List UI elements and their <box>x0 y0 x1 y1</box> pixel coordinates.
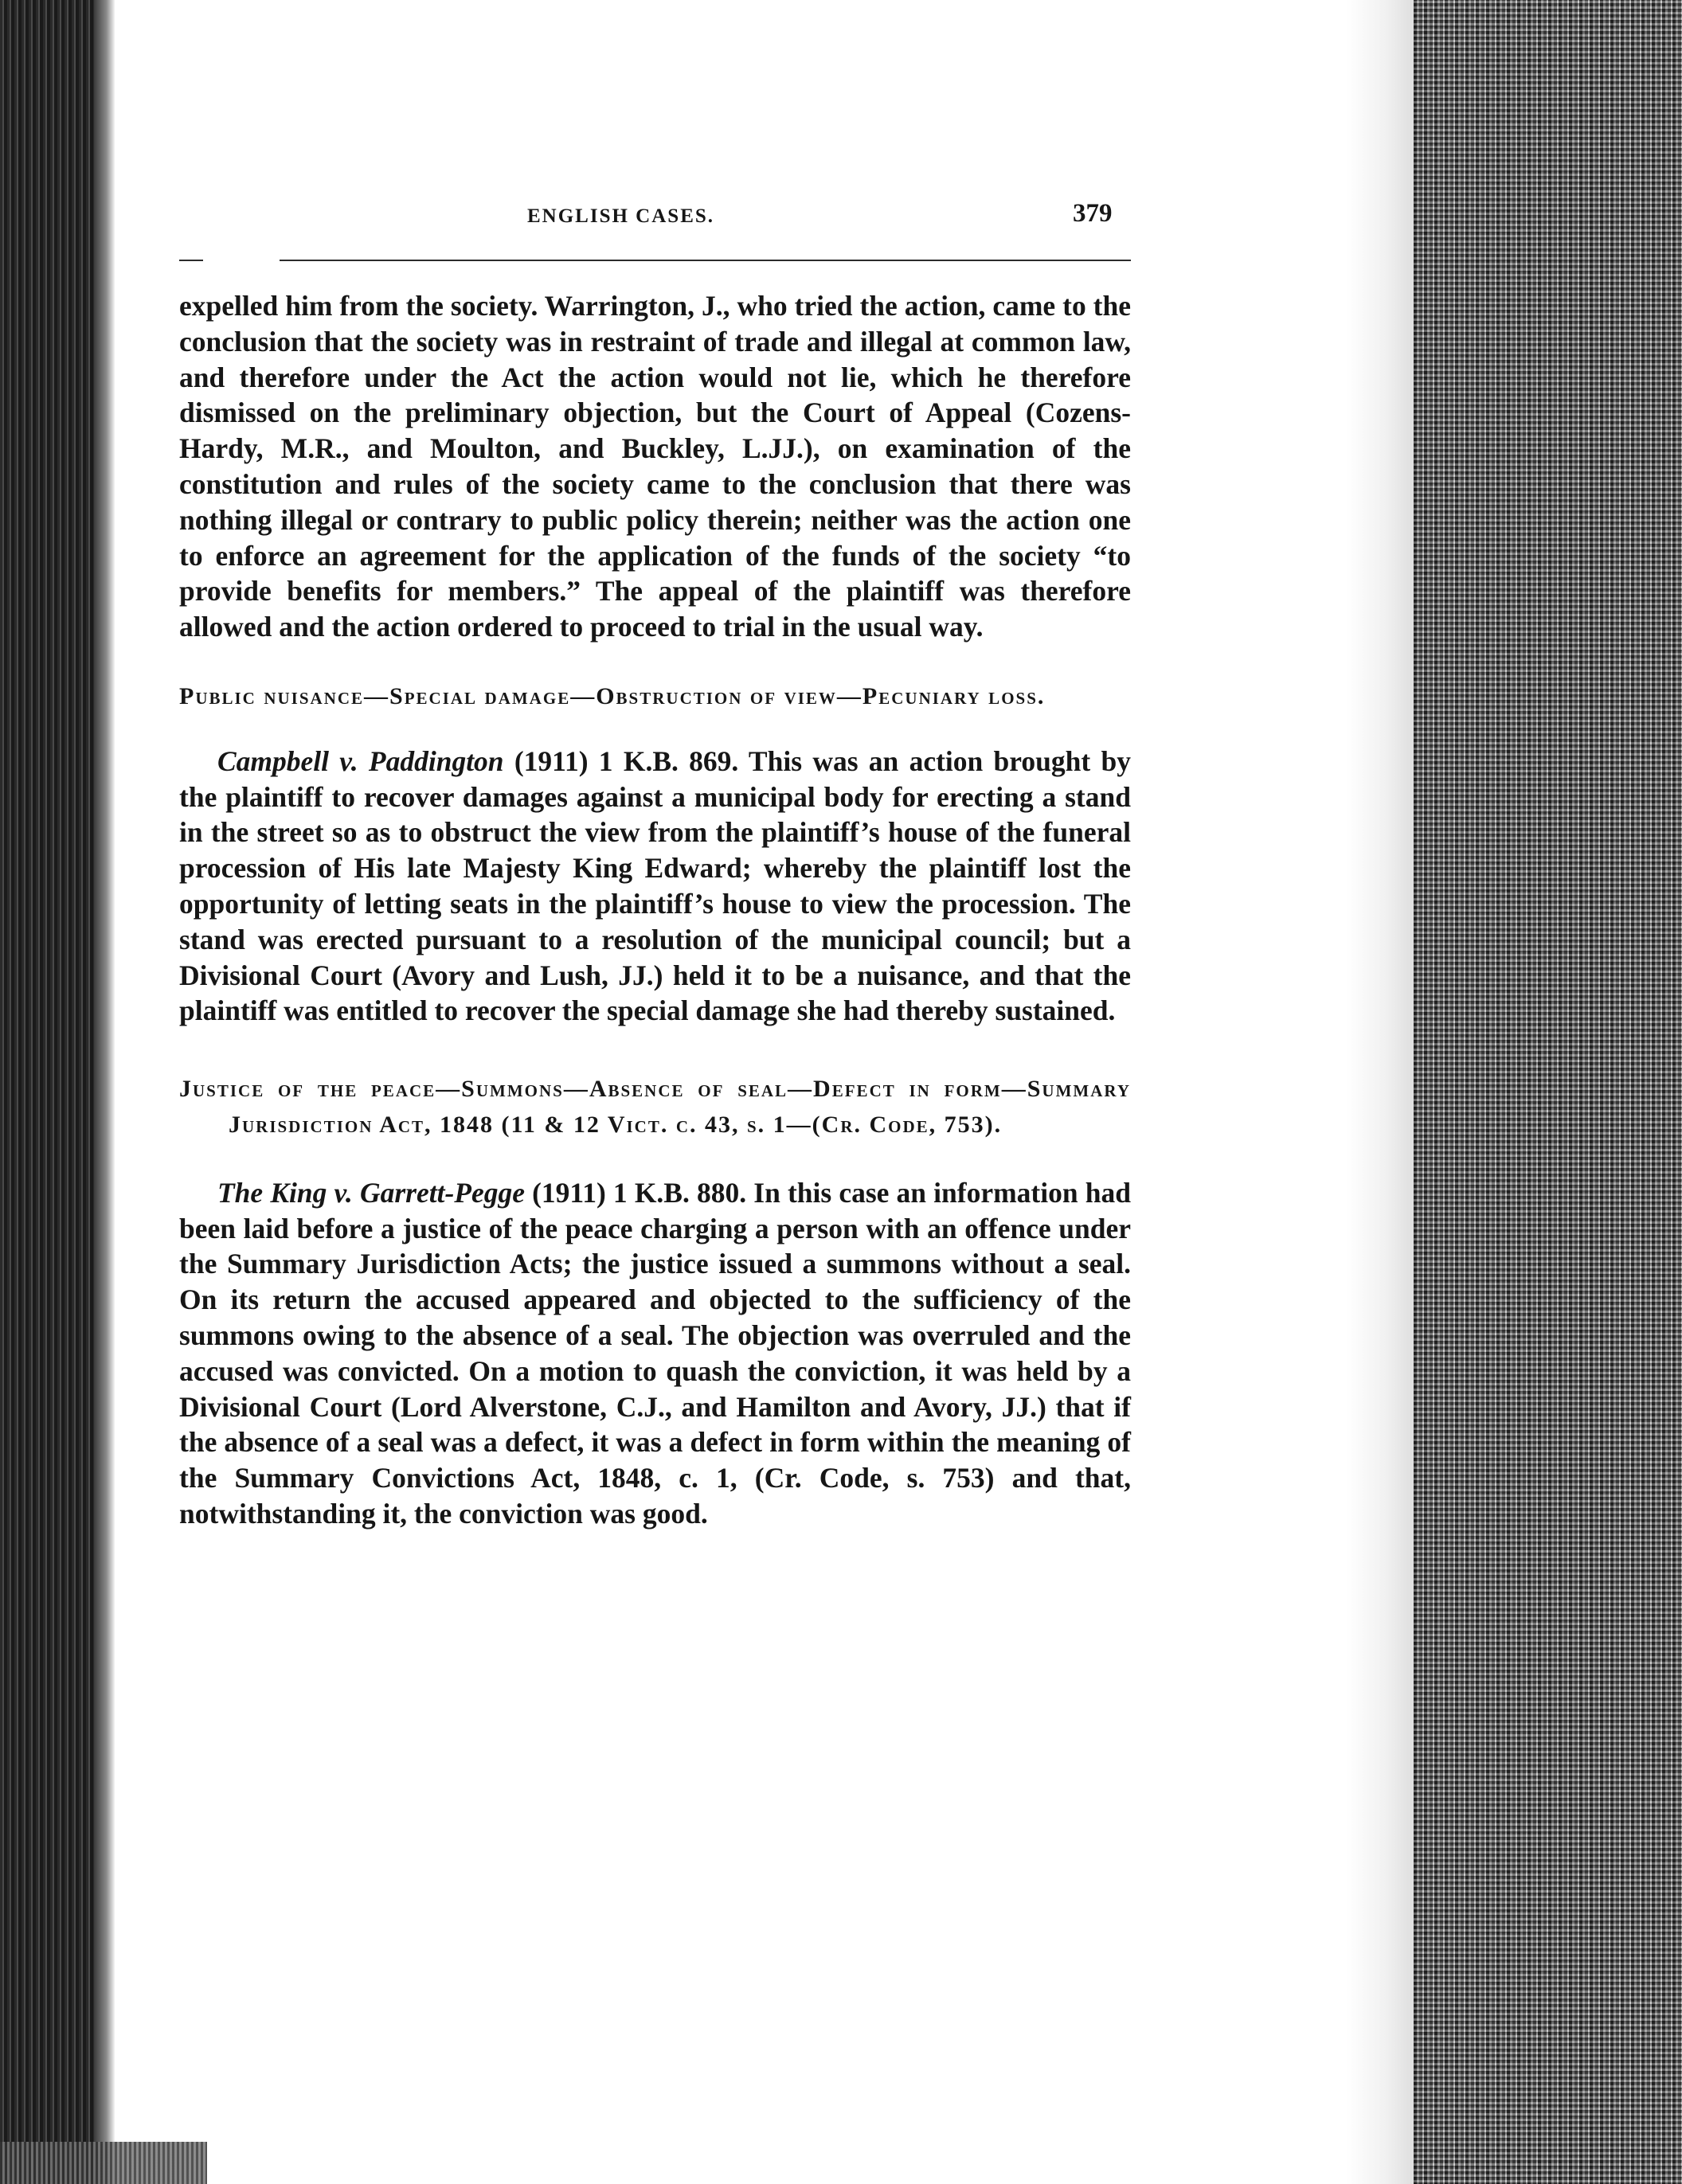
header-rule-short <box>179 260 203 261</box>
continued-paragraph: expelled him from the society. Warrington, J., who tried the action, came to the conclusion that the society was in restraint of trade and illegal at common law, and therefore under the Act the action would not lie, which he therefore dismissed on the preliminary objection, but the Court of Appeal (Cozens-Hardy, M.R., and Moulton, and Buckley, L.JJ.), on examination of the constitution and rules of the society came to the conclusion that there was nothing illegal or contrary to public policy therein; neither was the action one to enforce an agreement for the application of the funds of the society “to provide benefits for members.” The appeal of the plaintiff was therefore allowed and the action ordered to proceed to trial in the usual way. <box>179 290 1131 643</box>
page-body <box>179 288 1131 1532</box>
case-text: (1911) 1 K.B. 880. In this case an information had been laid before a justice of the peace charging a person with an offence under the Summary Jurisdiction Acts; the justice issued a summons without a seal. On its return the accused appeared and objected to the sufficiency of the summons owing to the absence of a seal. The objection was overruled and the accused was convicted. On a motion to quash the conviction, it was held by a Divisional Court (Lord Alverstone, C.J., and Hamilton and Avory, JJ.) that if the absence of a seal was a defect, it was a defect in form within the meaning of the Summary Convictions Act, 1848, c. 1, (Cr. Code, s. 753) and that, notwithstanding it, the conviction was good. <box>179 1176 1131 1530</box>
case-name: Campbell v. Paddington <box>217 744 504 777</box>
scan-border-right <box>1414 0 1682 2184</box>
section-heading-justice-of-the-peace: Justice of the peace—Summons—Absence of seal—Defect in form—Summary Jurisdiction Act, 1848 (11 & 12 Vict. c. 43, s. 1—(Cr. Code, 753). <box>179 1076 1131 1138</box>
case-name: The King v. Garrett-Pegge <box>217 1176 525 1209</box>
scan-border-bottom <box>0 2142 207 2184</box>
page-number: 379 <box>1073 199 1113 228</box>
header-rule <box>280 260 1131 261</box>
book-page <box>179 199 1131 1530</box>
running-head <box>179 199 1131 245</box>
case-text: (1911) 1 K.B. 869. This was an action brought by the plaintiff to recover damages against a municipal body for erecting a stand in the street so as to obstruct the view from the plaintiff’s house of the funeral procession of His late Majesty King Edward; whereby the plaintiff lost the opportunity of letting seats in the plaintiff’s house to view the procession. The stand was erected pursuant to a resolution of the municipal council; but a Divisional Court (Avory and Lush, JJ.) held it to be a nuisance, and that the plaintiff was entitled to recover the special damage she had thereby sustained. <box>179 744 1131 1027</box>
page-edge-shadow <box>1346 0 1418 2184</box>
scan-border-left <box>0 0 104 2184</box>
scan-border-left-shadow <box>94 0 115 2184</box>
case-paragraph-campbell <box>179 744 1131 1029</box>
running-title: ENGLISH CASES. <box>527 205 715 227</box>
section-heading-public-nuisance: Public nuisance—Special damage—Obstruction of view—Pecuniary loss. <box>179 682 1046 709</box>
case-paragraph-garrett-pegge <box>179 1175 1131 1532</box>
